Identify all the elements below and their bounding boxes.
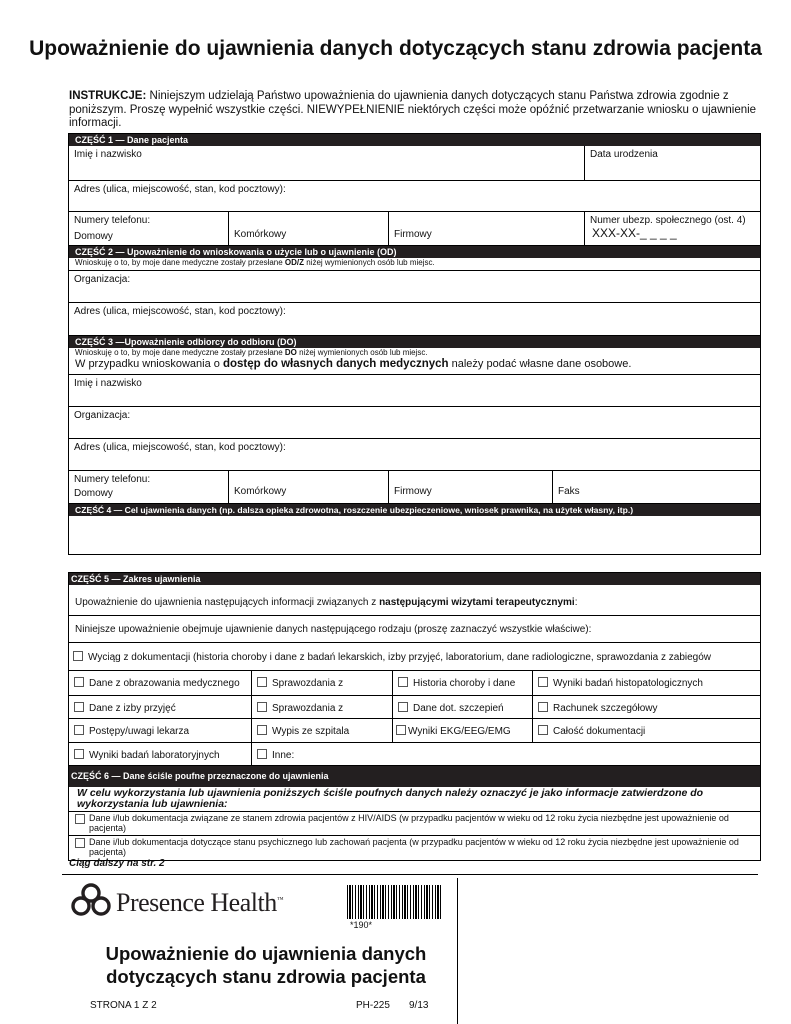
logo-wordmark: Presence Health™ [116, 888, 284, 917]
checkbox-label: Historia choroby i dane [413, 678, 516, 689]
form-code: PH-225 [356, 1000, 390, 1011]
part1-header: CZĘŚĆ 1 — Dane pacjenta [69, 134, 760, 146]
part4-header: CZĘŚĆ 4 — Cel ujawnienia danych (np. dalsza opieka zdrowotna, roszczenie ubezpieczeniowe, wniosek prawnika, na użytek własny, itp.) [69, 504, 760, 516]
phones-label: Numery telefonu: [74, 215, 151, 226]
part6-header: CZĘŚĆ 6 — Dane ściśle poufne przeznaczone do ujawnienia [69, 766, 760, 787]
patient-home-phone-field[interactable] [69, 212, 229, 245]
checkbox-label: Rachunek szczegółowy [553, 703, 658, 714]
part3-org-label: Organizacja: [74, 410, 131, 421]
part3-subtext: Wnioskuję o to, by moje dane medyczne zostały przesłane DO niżej wymienionych osób lub miejsc. [75, 348, 428, 357]
patient-name-field[interactable] [69, 146, 585, 180]
continued-note: Ciąg dalszy na str. 2 [69, 858, 165, 869]
checkbox-icon [257, 677, 267, 687]
ssn-label: Numer ubezp. społecznego (ost. 4) [590, 215, 746, 226]
patient-address-field[interactable] [69, 181, 760, 211]
part2-address-field[interactable] [69, 303, 760, 335]
checkbox-icon [538, 677, 548, 687]
form-date: 9/13 [409, 1000, 429, 1011]
excerpt-label: Wyciąg z dokumentacji (historia choroby i dane z badań lekarskich, izby przyjęć, laboratorium, dane radiologiczne, sprawozdania z zabiegów [88, 652, 712, 663]
footer-vertical-divider [457, 878, 458, 1024]
part3-address-label: Adres (ulica, miejscowość, stan, kod pocztowy): [74, 442, 286, 453]
checkbox-imaging[interactable] [69, 671, 252, 695]
hiv-label: Dane i/lub dokumentacja związane ze stanem zdrowia pacjentów z HIV/AIDS (w przypadku pacjentów w wieku od 12 roku życia niezbędne jest upoważnienie od pacjenta) [89, 813, 729, 833]
page-number: STRONA 1 Z 2 [90, 1000, 157, 1011]
checkbox-label: Wypis ze szpitala [272, 726, 350, 737]
instructions-text: Niniejszym udzielają Państwo upoważnienia do ujawnienia danych dotyczących stanu Państwa zdrowia zgodnie z poniższym. Proszę wypełnić wszystkie części. NIEWYPEŁNIENIE niektórych części może opóźnić przetwarzanie wniosku o ujawnienie informacji. [69, 90, 757, 129]
instructions-label: INSTRUKCJE: [69, 90, 147, 102]
checkbox-icon [74, 702, 84, 712]
excerpt-checkbox[interactable] [69, 643, 760, 663]
checkbox-icon [257, 725, 267, 735]
footer-title: Upoważnienie do ujawnienia danych dotyczących stanu zdrowia pacjenta [105, 943, 427, 987]
checkbox-label: Wyniki badań histopatologicznych [553, 678, 703, 689]
barcode [347, 885, 441, 919]
checkbox-icon [75, 814, 85, 824]
checkbox-icon [398, 677, 408, 687]
checkbox-icon [538, 725, 548, 735]
part3-header: CZĘŚĆ 3 —Upoważnienie odbiorcy do odbioru (DO) [69, 336, 760, 348]
ssn-value: XXX-XX-_ _ _ _ [592, 226, 677, 240]
presence-health-logo [70, 882, 112, 929]
ssn-field[interactable] [585, 212, 760, 245]
part3-fax-label: Faks [558, 486, 580, 497]
checkbox-icon [74, 749, 84, 759]
checkbox-histopathology[interactable] [533, 671, 760, 695]
checkbox-icon [257, 702, 267, 712]
checkbox-itemized-bill[interactable] [533, 696, 760, 718]
part5-line1: Upoważnienie do ujawnienia następujących informacji związanych z następującymi wizytami terapeutycznymi: [75, 597, 578, 608]
part5-line2: Niniejsze upoważnienie obejmuje ujawnienie danych następującego rodzaju (proszę zaznaczyć wszystkie właściwe): [75, 624, 592, 635]
checkbox-er[interactable] [69, 696, 252, 718]
part5-header: CZĘŚĆ 5 — Zakres ujawnienia [69, 573, 760, 585]
checkbox-icon [75, 838, 85, 848]
checkbox-psych[interactable] [69, 836, 760, 858]
checkbox-ekg[interactable] [393, 719, 533, 742]
checkbox-hiv[interactable] [69, 812, 760, 834]
instructions [69, 90, 769, 131]
checkbox-label: Sprawozdania z [272, 703, 344, 714]
part2-subtext: Wnioskuję o to, by moje dane medyczne zostały przesłane OD/Z niżej wymienionych osób lub miejsc. [75, 258, 435, 267]
part3-mobile-field[interactable] [229, 471, 389, 503]
dob-field[interactable] [585, 146, 760, 180]
checkbox-lab-results[interactable] [69, 743, 252, 765]
checkbox-label: Dane dot. szczepień [413, 703, 504, 714]
checkbox-icon [396, 725, 406, 735]
checkbox-label: Inne: [272, 750, 295, 761]
patient-work-field[interactable] [389, 212, 585, 245]
part2-address-label: Adres (ulica, miejscowość, stan, kod pocztowy): [74, 306, 286, 317]
checkbox-label: Całość dokumentacji [553, 726, 646, 737]
logo-mark-icon [70, 882, 112, 924]
part3-home-label: Domowy [74, 488, 113, 499]
mobile-label: Komórkowy [234, 229, 287, 240]
part2-org-field[interactable] [69, 271, 760, 302]
form-part-1 [68, 133, 761, 555]
part3-org-field[interactable] [69, 407, 760, 438]
checkbox-history[interactable] [393, 671, 533, 695]
patient-mobile-field[interactable] [229, 212, 389, 245]
form-part-5 [68, 572, 761, 861]
patient-address-label: Adres (ulica, miejscowość, stan, kod pocztowy): [74, 184, 286, 195]
checkbox-other[interactable] [252, 743, 760, 765]
checkbox-vaccinations[interactable] [393, 696, 533, 718]
checkbox-icon [257, 749, 267, 759]
part3-home-phone-field[interactable] [69, 471, 229, 503]
part3-address-field[interactable] [69, 439, 760, 470]
checkbox-label: Wyniki EKG/EEG/EMG [408, 726, 511, 737]
checkbox-icon [74, 725, 84, 735]
footer-divider [62, 874, 758, 875]
checkbox-reports-2[interactable] [252, 696, 393, 718]
purpose-field[interactable] [69, 516, 760, 555]
part3-work-label: Firmowy [394, 486, 432, 497]
checkbox-label: Postępy/uwagi lekarza [89, 726, 190, 737]
part2-org-label: Organizacja: [74, 274, 131, 285]
dob-label: Data urodzenia [590, 149, 658, 160]
checkbox-label: Dane z izby przyjęć [89, 703, 176, 714]
part3-fax-field[interactable] [553, 471, 760, 503]
part3-note: W przypadku wnioskowania o dostęp do własnych danych medycznych należy podać własne dane osobowe. [75, 358, 632, 370]
checkbox-icon [74, 677, 84, 687]
checkbox-label: Dane z obrazowania medycznego [89, 678, 240, 689]
part3-work-field[interactable] [389, 471, 553, 503]
part2-header: CZĘŚĆ 2 — Upoważnienie do wnioskowania o użycie lub o ujawnienie (OD) [69, 246, 760, 258]
psych-label: Dane i/lub dokumentacja dotyczące stanu psychicznego lub zachowań pacjenta (w przypadku pacjentów w wieku od 12 roku życia niezbędne jest upoważnienie od pacjenta) [89, 837, 739, 857]
work-label: Firmowy [394, 229, 432, 240]
checkbox-label: Sprawozdania z [272, 678, 344, 689]
checkbox-icon [73, 651, 83, 661]
checkbox-reports-1[interactable] [252, 671, 393, 695]
patient-name-label: Imię i nazwisko [74, 149, 142, 160]
barcode-text: *190* [350, 920, 373, 930]
part3-phones-label: Numery telefonu: [74, 474, 151, 485]
part3-name-field[interactable] [69, 375, 760, 406]
checkbox-discharge[interactable] [252, 719, 393, 742]
part3-name-label: Imię i nazwisko [74, 378, 142, 389]
checkbox-all-records[interactable] [533, 719, 760, 742]
checkbox-icon [398, 702, 408, 712]
checkbox-icon [538, 702, 548, 712]
home-label: Domowy [74, 231, 113, 242]
checkbox-physician-notes[interactable] [69, 719, 252, 742]
part6-note: W celu wykorzystania lub ujawnienia poniższych ściśle poufnych danych należy oznaczyć je jako informacje zatwierdzone do wykorzystania lub ujawnienia: [77, 787, 704, 810]
part3-mobile-label: Komórkowy [234, 486, 287, 497]
checkbox-label: Wyniki badań laboratoryjnych [89, 750, 220, 761]
page-title: Upoważnienie do ujawnienia danych dotyczących stanu zdrowia pacjenta [29, 37, 762, 60]
